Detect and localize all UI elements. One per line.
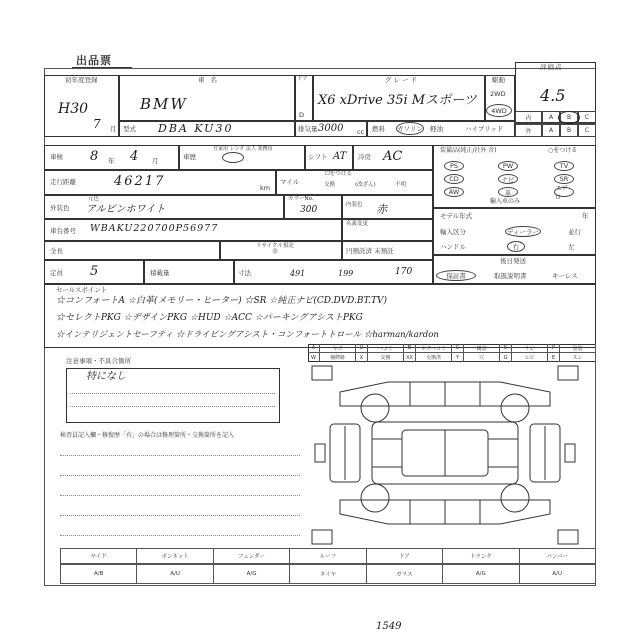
footer-r1-cell-6: バンパー [520, 548, 596, 564]
equip-leather: 革 [498, 187, 518, 197]
row2-code-11: スレ [560, 353, 596, 362]
equip-aero: エアロ [554, 187, 574, 197]
footer-r1-cell-0: サイド [60, 548, 137, 564]
shaken-year: 8 [90, 149, 99, 164]
row2-code-4: XX [404, 353, 416, 362]
color-num-value: 300 [300, 205, 318, 215]
row1-code-9: サビ [512, 344, 548, 352]
row1-code-0: A [308, 344, 320, 352]
sales-line-1: ☆コンフォートA ☆白革(メモリー・ヒーター) ☆SR ☆純正ナビ(CD.DVD.BT.TV) [56, 296, 388, 306]
rating-value: 4.5 [540, 86, 566, 105]
footer-r2-cell-4: ガラス [367, 564, 443, 584]
row2-code-0: W [308, 353, 320, 362]
vin-value: WBAKU220700P56977 [90, 223, 219, 234]
row2-code-5: 交換済 [416, 353, 452, 362]
row1-code-11: 塗装 [560, 344, 596, 352]
shift-value: AT [333, 151, 347, 162]
make-value: BMW [140, 95, 188, 113]
equip-tv: TV [554, 161, 574, 171]
condition-codes-row1 [308, 344, 596, 353]
footer-parts-row2 [60, 564, 596, 584]
equip-sr: SR [554, 174, 574, 184]
color-value: アルピンホワイト [86, 204, 166, 215]
title-underline [72, 67, 132, 68]
footer-r2-cell-6: A/U [520, 564, 596, 584]
interior-grade-a: 内 [515, 111, 542, 124]
row2-code-3: 交換 [368, 353, 404, 362]
notes-text: 特になし [86, 371, 126, 382]
row2-code-2: X [356, 353, 368, 362]
wheel-tl [361, 394, 389, 422]
month-value: 7 [93, 117, 101, 131]
row1-code-7: 腐食 [464, 344, 500, 352]
wheel-bl [361, 484, 389, 512]
row2-code-8: G [500, 353, 512, 362]
exterior-grade-circle [558, 111, 580, 124]
width-value: 199 [338, 269, 354, 278]
footer-r1-cell-2: フェンダー [214, 548, 290, 564]
model-value: DBA KU30 [158, 122, 234, 135]
interior-value: 赤 [376, 203, 387, 216]
sales-line-2: ☆セレクトPKG ☆デザインPKG ☆HUD ☆ACC ☆パーキングアシストPKG [56, 313, 363, 323]
footer-r2-cell-1: A/U [137, 564, 213, 584]
footer-r1-cell-3: ルーフ [290, 548, 366, 564]
seats-value: 5 [90, 264, 99, 279]
length-value: 491 [290, 269, 306, 278]
row2-code-6: Y [452, 353, 464, 362]
handle-right-circle: 右 [507, 241, 525, 252]
footer-r2-cell-2: A/G [214, 564, 290, 584]
row1-code-5: キズヘコミ [416, 344, 452, 352]
displacement-value: 3000 [318, 123, 344, 134]
row1-code-10: P [548, 344, 560, 352]
row1-code-8: S [500, 344, 512, 352]
footer-r2-cell-3: タイヤ [290, 564, 366, 584]
grade-value: X6 xDrive 35i Mスポーツ [318, 93, 477, 108]
height-value: 170 [395, 267, 413, 277]
footer-r2-cell-0: A/B [60, 564, 137, 584]
row1-code-4: B [404, 344, 416, 352]
row1-code-3: ヘコミ [368, 344, 404, 352]
equip-ps: PS [444, 161, 464, 171]
footer-r1-cell-5: トランク [443, 548, 519, 564]
row2-code-7: 穴 [464, 353, 500, 362]
equip-navi: ナビ [498, 174, 518, 184]
misc-cell [44, 241, 220, 260]
page-number: 1549 [376, 621, 402, 632]
history-private-circle [222, 152, 244, 163]
footer-r1-cell-1: ボンネット [137, 548, 213, 564]
row1-code-1: キズ [320, 344, 356, 352]
car-diagram [310, 364, 580, 549]
row2-code-1: 補修跡 [320, 353, 356, 362]
equip-aw: AW [444, 187, 464, 197]
ac-value: AC [383, 149, 403, 164]
bill-circle: 保証書 [436, 270, 476, 281]
drive-4wd-circle: 4WD [486, 104, 512, 117]
sheet-title: 出品票 [76, 54, 112, 67]
condition-codes-row2 [308, 353, 596, 362]
footer-parts-row1 [60, 548, 596, 564]
row2-code-10: E [548, 353, 560, 362]
equip-cd: CD [444, 174, 464, 184]
shaken-month: 4 [130, 149, 139, 164]
row1-code-2: U [356, 344, 368, 352]
import-dealer-circle: ディーラー [505, 226, 541, 237]
row1-code-6: C [452, 344, 464, 352]
wheel-br [501, 484, 529, 512]
row2-code-9: ヒビ [512, 353, 548, 362]
fuel-gas-circle: ガソリン [396, 122, 424, 135]
mileage-value: 46217 [114, 174, 166, 189]
sales-line-3: ☆インテリジェントセーフティ ☆ドライビングアシスト・コンフォートトロール ☆harman/kardon [56, 330, 439, 340]
equip-pw: PW [498, 161, 518, 171]
year-value: H30 [58, 101, 89, 117]
footer-r1-cell-4: ドア [367, 548, 443, 564]
footer-r2-cell-5: A/G [443, 564, 519, 584]
wheel-tr [501, 394, 529, 422]
